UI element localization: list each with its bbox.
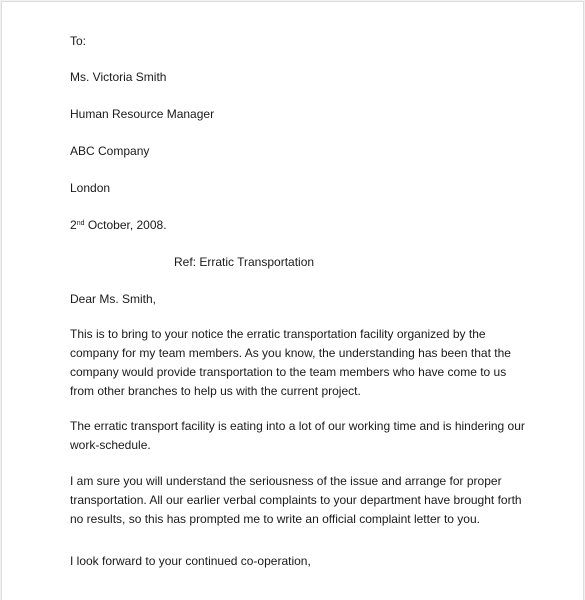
company-name: ABC Company [70, 144, 150, 158]
reference-line: Ref: Erratic Transportation [174, 255, 315, 269]
date-suffix: nd [76, 220, 85, 227]
body-paragraph-2: The erratic transport facility is eating into a lot of our working time and is hindering our work-schedule. [70, 419, 525, 452]
recipient-name: Ms. Victoria Smith [70, 70, 167, 84]
date-rest: October, 2008. [84, 218, 167, 232]
recipient-title: Human Resource Manager [70, 107, 215, 121]
body-paragraph-3: I am sure you will understand the seriousness of the issue and arrange for proper transportation. All our earlier verbal complaints to your department have brought forth no results, so this has prompted me to write an official complaint letter to you. [70, 474, 522, 526]
letter-date [70, 218, 167, 233]
salutation: Dear Ms. Smith, [70, 292, 157, 306]
date-day: 2 [70, 218, 77, 232]
letter-page [1, 1, 584, 600]
body-paragraph-1: This is to bring to your notice the erratic transportation facility organized by the company for my team members. As you know, the understanding has been that the company would provide transportation to the team members who have come to us from other branches to help us with the current project. [70, 327, 511, 398]
to-label: To: [70, 34, 87, 48]
closing-line: I look forward to your continued co-operation, [70, 554, 311, 568]
city: London [70, 181, 111, 195]
